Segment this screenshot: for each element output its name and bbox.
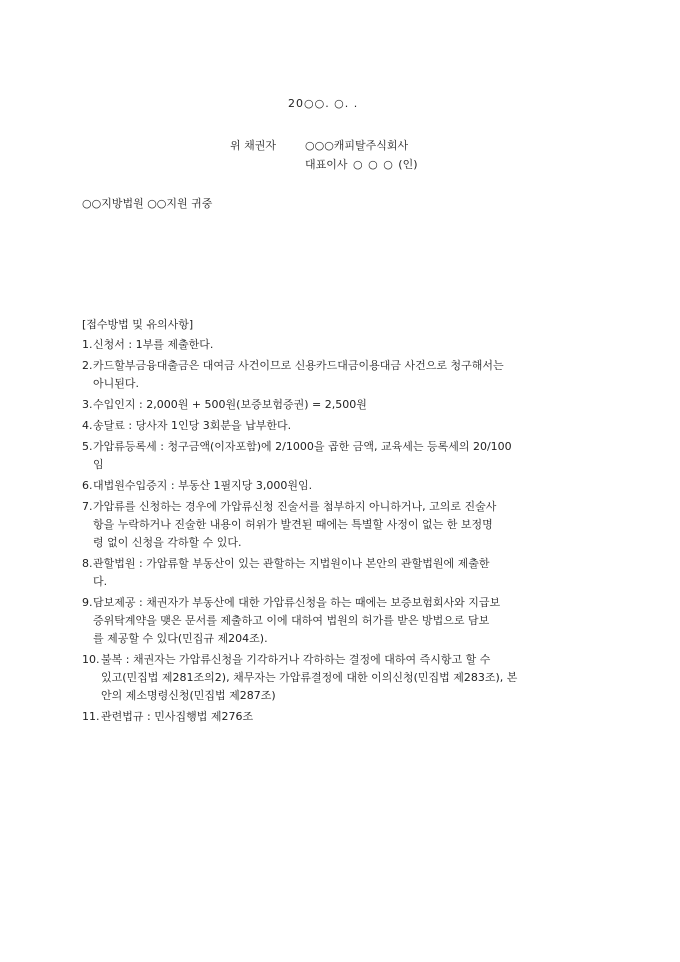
note-item [82,417,602,435]
note-item [82,594,602,648]
note-text: 수입인지 : 2,000원 + 500원(보증보험증권) = 2,500원 [93,398,367,411]
note-number: 7. [82,500,93,513]
note-text: 관련법규 : 민사집행법 제276조 [101,710,254,723]
notes-title: [접수방법 및 유의사항] [82,318,194,331]
filing-notes-section [82,318,602,729]
note-text: 담보제공 : 채권자가 부동산에 대한 가압류신청을 하는 때에는 보증보험회사와 지급보 증위탁계약을 맺은 문서를 제출하고 이에 대하여 법원의 허가를 받은 방법으로 담보 를 제공할 수 있다(민집규 제204조). [93,596,501,645]
court-address: ○○지방법원 ○○지원 귀중 [82,197,213,210]
note-item [82,477,602,495]
note-text: 관할법원 : 가압류할 부동산이 있는 관할하는 지법원이나 본안의 관할법원에 제출한 다. [93,557,490,588]
note-text: 가압류등록세 : 청구금액(이자포함)에 2/1000을 곱한 금액, 교육세는 등록세의 20/100 임 [93,440,512,471]
document-date: 20○○. ○. . [288,97,359,110]
note-number: 1. [82,338,93,351]
creditor-label: 위 채권자 [230,139,277,152]
note-item [82,336,602,354]
note-item [82,498,602,552]
note-number: 9. [82,596,93,609]
representative-line: 대표이사 ○ ○ ○ (인) [305,158,418,171]
note-text: 송달료 : 당사자 1인당 3회분을 납부한다. [93,419,292,432]
note-text: 신청서 : 1부를 제출한다. [93,338,214,351]
note-text: 카드할부금융대출금은 대여금 사건이므로 신용카드대금이용대금 사건으로 청구해서는 아니된다. [93,359,504,390]
note-number: 11. [82,710,100,723]
note-item [82,357,602,393]
note-item [82,708,602,726]
note-number: 2. [82,359,93,372]
creditor-line [230,139,408,153]
note-number: 5. [82,440,93,453]
note-text: 불복 : 채권자는 가압류신청을 기각하거나 각하하는 결정에 대하여 즉시항고 할 수 있고(민집법 제281조의2), 채무자는 가압류결정에 대한 이의신청(민집법 제283조), 본 안의 제소명령신청(민집법 제287조) [101,653,518,702]
note-item [82,438,602,474]
note-number: 8. [82,557,93,570]
note-number: 6. [82,479,93,492]
note-number: 3. [82,398,93,411]
note-number: 4. [82,419,93,432]
note-item [82,651,602,705]
note-item [82,555,602,591]
note-text: 가압류를 신청하는 경우에 가압류신청 진술서를 첨부하지 아니하거나, 고의로 진술사 항을 누락하거나 진술한 내용이 허위가 발견된 때에는 특별할 사정이 없는 한 보정명 령 없이 신청을 각하할 수 있다. [93,500,497,549]
creditor-name: ○○○캐피탈주식회사 [305,139,409,152]
note-number: 10. [82,653,100,666]
note-item [82,396,602,414]
note-text: 대법원수입증지 : 부동산 1필지당 3,000원임. [93,479,313,492]
